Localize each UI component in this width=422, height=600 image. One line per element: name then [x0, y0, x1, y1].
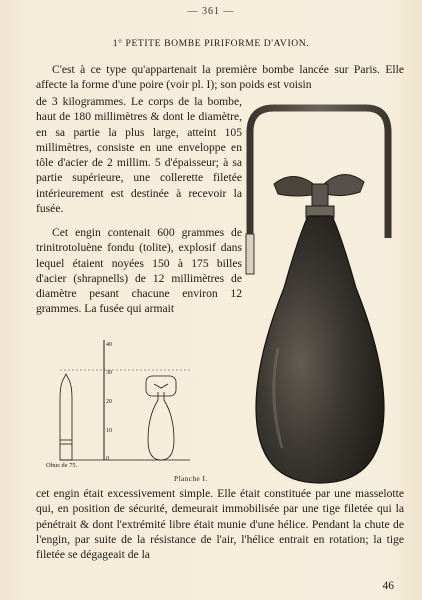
paragraph-bottom-text: cet engin était excessivement simple. Elle était constituée par une masselotte qui, en position de sécurité, demeurait immobilisée par une tige filetée qui la pénétrait & dont l'extrémité libre était munie d'une hélice. Pendant la chute de l'engin, par suite de la résistance de l'air, l'hélice entrait en rotation; la tige filetée se dégageait de la [36, 487, 404, 562]
scale-label-20: 20 [106, 399, 112, 405]
paragraph-engin [36, 225, 242, 317]
fuse-wings [274, 176, 318, 196]
paragraph-bottom [36, 486, 404, 562]
bomb-illustration [238, 98, 408, 488]
scale-label-40: 40 [106, 342, 112, 348]
paragraph-body-text: de 3 kilogrammes. Le corps de la bombe, haut de 180 millimètres & dont le diamètre, en sa partie la plus large, atteint 105 millimètres, consiste en une enveloppe en tôle d'acier de 2 millim. 5 d'épaisseur; à sa partie supérieure, une collerette filetée intérieurement est destinée à recevoir la fusée. [36, 95, 242, 216]
page-number-top: — 361 — [187, 6, 235, 17]
paragraph-engin-text: Cet engin contenait 600 grammes de trinitrotoluène fondu (tolite), explosif dans lequel étaient noyées 150 à 175 billes d'acier (shrapnells) de 12 millimètres de diamètre pesant chacune environ 12 grammes. La fusée qui armait [36, 226, 242, 316]
scale-label-30: 30 [106, 370, 112, 376]
plate-caption: Planche I. [174, 475, 208, 483]
scale-label-10: 10 [106, 428, 112, 434]
paragraph-intro-text: C'est à ce type qu'appartenait la première bombe lancée sur Paris. Elle affecte la forme d'une poire (voir pl. I); son poids est voisin [36, 63, 404, 92]
section-title: 1° PETITE BOMBE PIRIFORME D'AVION. [112, 38, 310, 49]
bomb-body [256, 216, 384, 483]
shell-caption: Obus de 75. [46, 462, 78, 469]
page-number-bottom: 46 [382, 580, 394, 592]
paragraph-body [36, 94, 242, 216]
small-bomb-outline [146, 376, 176, 460]
paragraph-intro [36, 62, 404, 93]
scale-label-0: 0 [106, 456, 109, 462]
shell-outline [60, 374, 72, 460]
scale-diagram [40, 340, 200, 470]
